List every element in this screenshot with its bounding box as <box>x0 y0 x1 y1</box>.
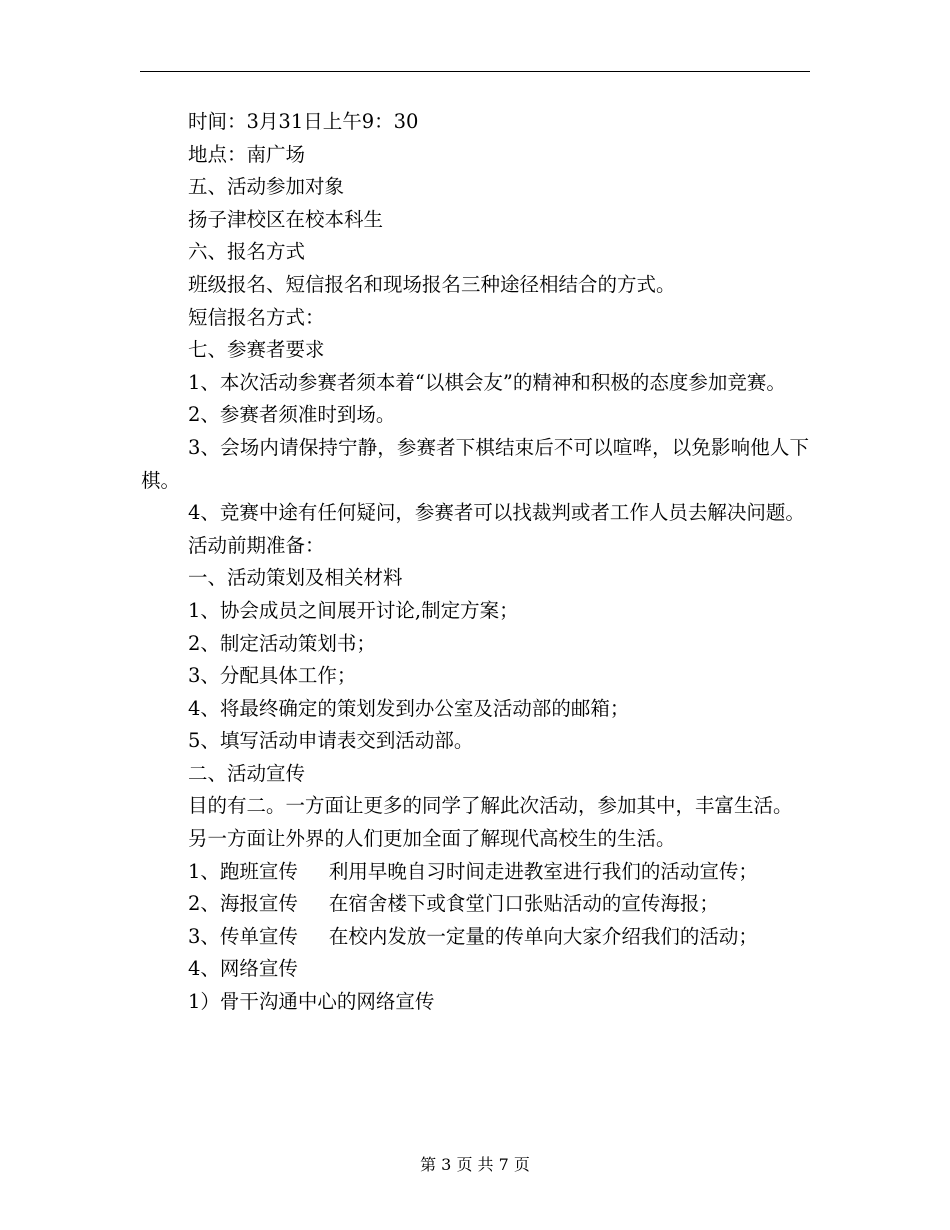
section-heading-participants: 五、活动参加对象 <box>188 175 345 199</box>
header-rule <box>140 71 810 72</box>
list-item-planning-5: 5、填写活动申请表交到活动部。 <box>188 729 474 753</box>
list-item-planning-4: 4、将最终确定的策划发到办公室及活动部的邮箱； <box>188 696 630 720</box>
list-item-requirement-2: 2、参赛者须准时到场。 <box>188 403 396 427</box>
paragraph-location: 地点：南广场 <box>188 142 306 166</box>
list-item-planning-3: 3、分配具体工作； <box>188 664 357 688</box>
list-item-publicity-3: 3、传单宣传 在校内发放一定量的传单向大家介绍我们的活动； <box>188 924 758 948</box>
document-body <box>141 106 809 1019</box>
list-item-publicity-4: 4、网络宣传 <box>188 957 298 981</box>
list-item-publicity-2: 2、海报宣传 在宿舍楼下或食堂门口张贴活动的宣传海报； <box>188 892 719 916</box>
list-item-requirement-1: 1、本次活动参赛者须本着“以棋会友”的精神和积极的态度参加竞赛。 <box>188 370 786 394</box>
list-item-requirement-4: 4、竞赛中途有任何疑问，参赛者可以找裁判或者工作人员去解决问题。 <box>188 501 805 525</box>
paragraph-publicity-outside: 另一方面让外界的人们更加全面了解现代高校生的生活。 <box>188 827 676 851</box>
list-item-requirement-3: 3、会场内请保持宁静，参赛者下棋结束后不可以喧哗，以免影响他人下棋。 <box>141 435 809 492</box>
paragraph-preparation: 活动前期准备： <box>188 533 325 557</box>
list-item-publicity-1: 1、跑班宣传 利用早晚自习时间走进教室进行我们的活动宣传； <box>188 859 758 883</box>
page-number-footer: 第 3 页 共 7 页 <box>420 1155 530 1174</box>
paragraph-registration: 班级报名、短信报名和现场报名三种途径相结合的方式。 <box>188 272 676 296</box>
list-item-planning-1: 1、协会成员之间展开讨论,制定方案； <box>188 598 519 622</box>
section-heading-registration: 六、报名方式 <box>188 240 306 264</box>
paragraph-publicity-purpose: 目的有二。一方面让更多的同学了解此次活动，参加其中，丰富生活。 <box>188 794 793 818</box>
paragraph-sms-registration: 短信报名方式： <box>188 305 325 329</box>
section-heading-planning: 一、活动策划及相关材料 <box>188 566 403 590</box>
section-heading-publicity: 二、活动宣传 <box>188 761 306 785</box>
paragraph-time: 时间：3月31日上午9：30 <box>188 110 419 133</box>
list-item-publicity-4-sub-1: 1）骨干沟通中心的网络宣传 <box>188 990 435 1014</box>
paragraph-participants: 扬子津校区在校本科生 <box>188 207 384 231</box>
section-heading-requirements: 七、参赛者要求 <box>188 338 325 362</box>
list-item-planning-2: 2、制定活动策划书； <box>188 631 376 655</box>
